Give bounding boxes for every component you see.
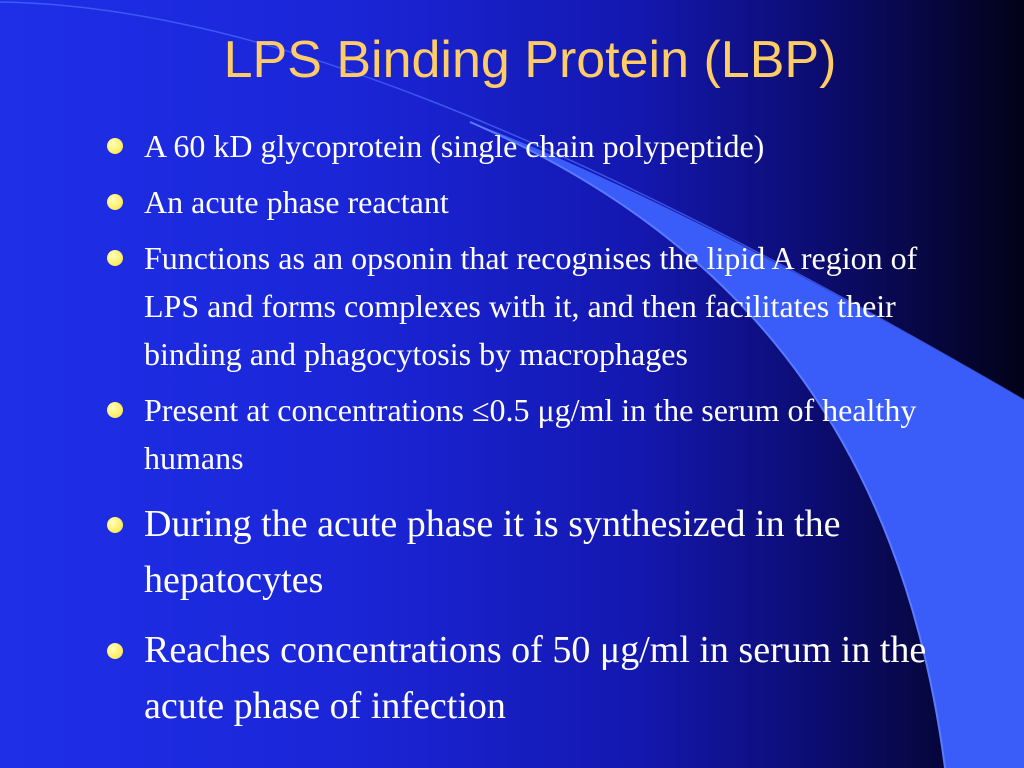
bullet-text: Functions as an opsonin that recognises the lipid A region of LPS and forms complexes with it, and then facilitates their binding and phagocytosis by macrophages <box>144 240 918 372</box>
bullet-item <box>100 178 980 226</box>
bullet-item <box>100 386 980 482</box>
bullet-list <box>100 122 980 734</box>
bullet-item <box>100 622 980 734</box>
bullet-dot-icon <box>107 517 123 533</box>
slide-title: LPS Binding Protein (LBP) <box>223 31 837 89</box>
bullet-text: Present at concentrations ≤0.5 μg/ml in the serum of healthy humans <box>144 392 917 476</box>
bullet-text: During the acute phase it is synthesized in the hepatocytes <box>144 503 841 601</box>
bullet-item <box>100 122 980 170</box>
bullet-text: An acute phase reactant <box>144 184 449 220</box>
bullet-dot-icon <box>107 138 123 154</box>
bullet-text: A 60 kD glycoprotein (single chain polypeptide) <box>144 128 765 164</box>
bullet-dot-icon <box>107 194 123 210</box>
bullet-dot-icon <box>107 250 123 266</box>
bullet-text: Reaches concentrations of 50 μg/ml in serum in the acute phase of infection <box>144 629 927 727</box>
bullet-dot-icon <box>107 402 123 418</box>
bullet-item <box>100 234 980 378</box>
bullet-item <box>100 496 980 608</box>
bullet-dot-icon <box>107 643 123 659</box>
